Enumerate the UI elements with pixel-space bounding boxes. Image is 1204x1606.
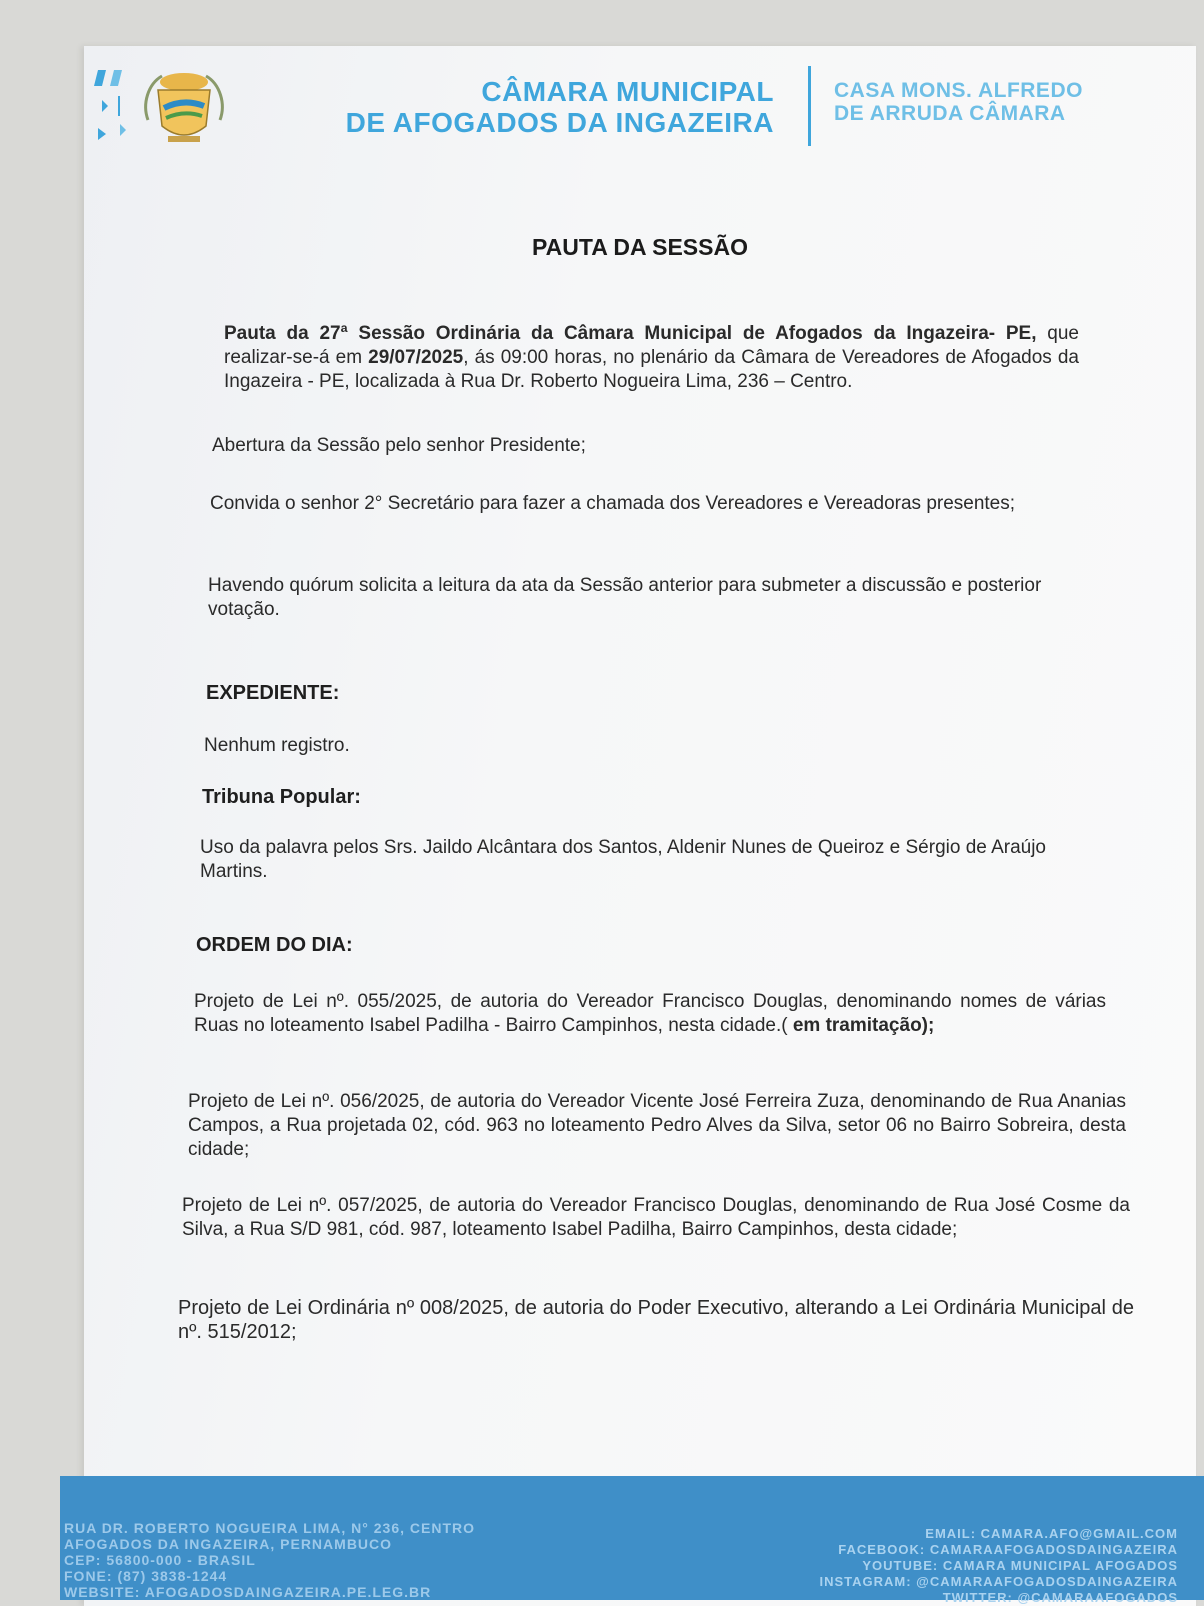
expediente-heading: EXPEDIENTE: [206,682,340,704]
minutes-paragraph: Havendo quórum solicita a leitura da ata da Sessão anterior para submeter a discussão e posterior votação. [208,575,1042,620]
project-item-008: Projeto de Lei Ordinária nº 008/2025, de autoria do Poder Executivo, alterando a Lei Ordinária Municipal de nº. 515/2012; [178,1297,1134,1343]
tribuna-text: Uso da palavra pelos Srs. Jaildo Alcântara dos Santos, Aldenir Nunes de Queiroz e Sérgio de Araújo Martins. [200,837,1047,882]
house-name: CASA MONS. ALFREDO DE ARRUDA CÂMARA [834,79,1083,125]
header-divider [808,66,811,146]
roll-call-paragraph: Convida o senhor 2° Secretário para fazer a chamada dos Vereadores e Vereadoras presentes; [210,493,1016,514]
project-item-055: Projeto de Lei nº. 055/2025, de autoria do Vereador Francisco Douglas, denominando nomes de várias Ruas no loteamento Isabel Padilha - Bairro Campinhos, nesta cidade.( em tramitação); [194,991,1106,1036]
session-date: 29/07/2025 [368,347,464,368]
document-title: PAUTA DA SESSÃO [532,234,748,260]
footer-youtube: YOUTUBE: CAMARA MUNICIPAL AFOGADOS [862,1558,1178,1573]
opening-paragraph: Abertura da Sessão pelo senhor Presidente; [212,435,586,456]
footer-twitter: TWITTER: @CAMARAAFOGADOS [942,1590,1178,1605]
document-page [84,46,1196,1606]
tribuna-heading: Tribuna Popular: [202,786,361,808]
expediente-text: Nenhum registro. [204,735,350,756]
footer-email: EMAIL: CAMARA.AFO@GMAIL.COM [925,1526,1178,1541]
stripe-decoration-icon [94,66,134,146]
coat-of-arms-logo [138,64,230,150]
footer-address: RUA DR. ROBERTO NOGUEIRA LIMA, N° 236, CENTRO AFOGADOS DA INGAZEIRA, PERNAMBUCO CEP: 56800-000 - BRASIL FONE: (87) 3838-1244 WEBSITE: AFOGADOSDAINGAZEIRA.PE.LEG.BR [64,1520,475,1600]
footer-instagram: INSTAGRAM: @CAMARAAFOGADOSDAINGAZEIRA [819,1574,1178,1589]
intro-paragraph [224,322,1079,394]
ordem-heading: ORDEM DO DIA: [196,934,353,956]
institution-name: CÂMARA MUNICIPAL DE AFOGADOS DA INGAZEIRA [345,76,774,138]
project-item-056: Projeto de Lei nº. 056/2025, de autoria do Vereador Vicente José Ferreira Zuza, denominando de Rua Ananias Campos, a Rua projetada 02, cód. 963 no loteamento Pedro Alves da Silva, setor 06 no Bairro Sobreira, desta cidade; [188,1091,1126,1160]
intro-bold: Pauta da 27ª Sessão Ordinária da Câmara Municipal de Afogados da Ingazeira- PE, [224,323,1037,344]
intro-part1: que realizar-se-á em [224,323,1079,368]
footer-bar [60,1476,1204,1605]
footer-facebook: FACEBOOK: CAMARAAFOGADOSDAINGAZEIRA [838,1542,1178,1557]
intro-part2: , ás 09:00 horas, no plenário da Câmara de Vereadores de Afogados da Ingazeira - PE, localizada à Rua Dr. Roberto Nogueira Lima, 236 – Centro. [224,347,1079,392]
footer-contacts [819,1526,1178,1606]
project-item-057: Projeto de Lei nº. 057/2025, de autoria do Vereador Francisco Douglas, denominando de Rua José Cosme da Silva, a Rua S/D 981, cód. 987, loteamento Isabel Padilha, Bairro Campinhos, desta cidade; [182,1195,1130,1240]
